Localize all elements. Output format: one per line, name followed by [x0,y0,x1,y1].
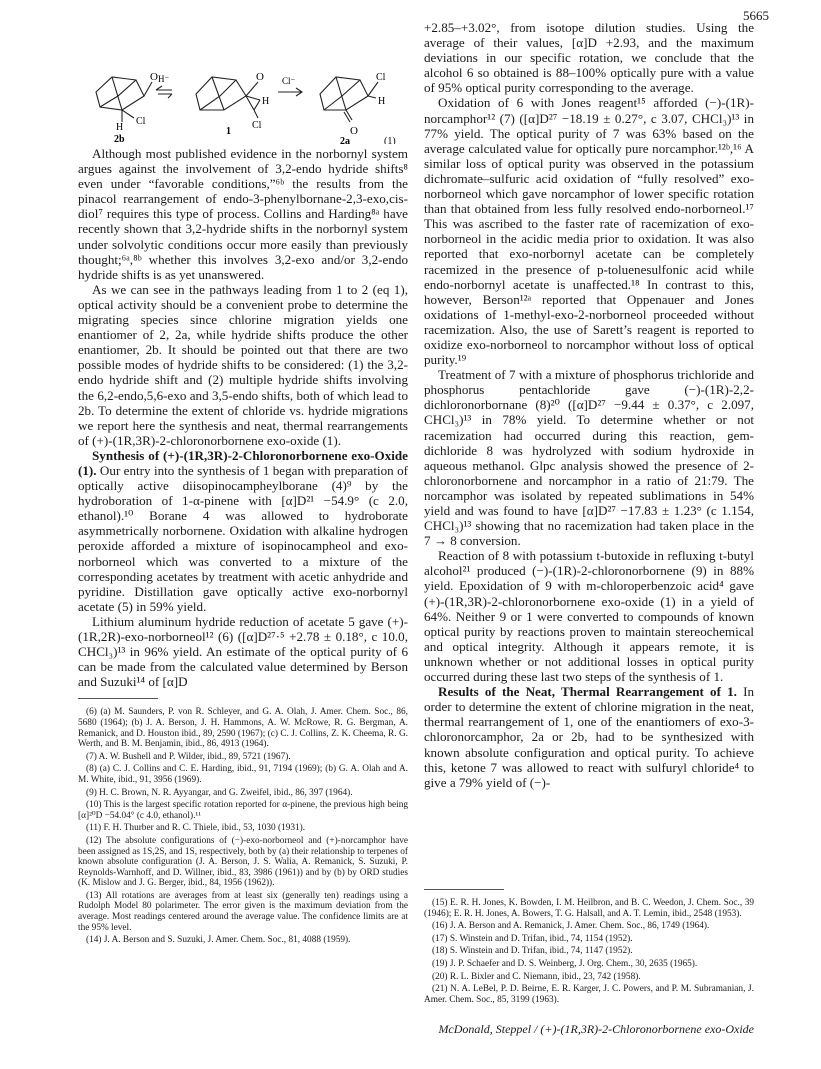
footnote: (21) N. A. LeBel, P. D. Beirne, E. R. Karger, J. C. Powers, and P. M. Subramanian, J. Amer. Chem. Soc., 85, 3199 (1963). [424,984,754,1005]
paragraph [424,684,754,790]
compound-1-label: 1 [226,126,231,137]
paragraph: As we can see in the pathways leading from 1 to 2 (eq 1), optical activity should be a convenient probe to determine the migrating species since chlorine migration yields one enantiomer of 2, 2a, while hydride shifts produce the other enantiomer, 2b. It should be pointed out that there are two possible modes of hydride shifts to be considered: (1) the 3,2-endo hydride shift and (2) multiple hydride shifts involving the 6,2-endo,5,6-exo and 3,5-endo shifts, both of which lead to 2b. To determine the extent of chloride vs. hydride migrations we report here the synthesis and neat, thermal rearrangements of (+)-(1R,3R)-2-chloronorbornene exo-oxide (1). [78,281,408,448]
right-column [424,20,754,790]
o-label-2b: O [150,71,158,83]
footnote: (20) R. L. Bixler and C. Niemann, ibid., 23, 742 (1958). [432,971,641,982]
compound-2b-label: 2b [114,134,125,144]
paragraph: Treatment of 7 with a mixture of phosphorus trichloride and phosphorus pentachloride gave (−)-(1R)-2,2-dichloronorbornane (8)²⁰ ([α]D²⁷ −9.44 ± 0.37°, c 2.097, CHCl₃)¹³ in 78% yield. To determine whether or not racemization had occurred during this reaction, gem-dichloride 8 was hydrolyzed with sodium hydroxide in aqueous methanol. Glpc analysis showed the presence of 2-chloronorbornene and norcamphor in a ratio of 21:79. The norcamphor was isolated by repeated sublimations in 54% yield and was found to have [α]D²⁷ −17.83 ± 1.23° (c 1.154, CHCl₃)¹³ showing that no racemization had taken place in the 7 → 8 conversion. [424,367,754,549]
hydride-label: H⁻ [158,74,170,84]
footnote: (11) F. H. Thurber and R. C. Thiele, ibid., 53, 1030 (1931). [86,823,306,834]
footnote-divider [424,889,504,890]
footnote: (7) A. W. Bushell and P. Wilder, ibid., 89, 5721 (1967). [86,751,291,762]
footnote: (6) (a) M. Saunders, P. von R. Schleyer, and G. A. Olah, J. Amer. Chem. Soc., 86, 5680 (1964); (b) J. A. Berson, J. H. Hammons, A. W. McRowe, R. G. Bergman, A. Remanick, and D. Houston ibid., 89, 2590 (1967); (c) C. J. Collins, Z. K. Cheema, R. G. Werth, and B. M. Benjamin, ibid., 86, 4913 (1964). [78,707,408,750]
footnote: (17) S. Winstein and D. Trifan, ibid., 74, 1154 (1952). [432,933,633,944]
paragraph: Lithium aluminum hydride reduction of acetate 5 gave (+)-(1R,2R)-exo-norborneol¹² (6) ([α]D²⁷·⁵ +2.78 ± 0.18°, c 10.0, CHCl₃)¹³ in 96% yield. An estimate of the optical purity of 6 can be made from the calculated value determined by Berson and Suzuki¹⁴ of [α]D [78,613,408,690]
footnote: (13) All rotations are averages from at least six (generally ten) readings using a Rudolph Model 80 polarimeter. The error given is the maximum deviation from the average. Most readings centered around the average value. The confidence limits are at the 95% level. [78,890,408,933]
h-label-2b: H [116,122,124,133]
chloride-label: Cl⁻ [282,76,296,86]
footnote-divider [78,698,158,699]
page-number: 5665 [743,8,769,23]
footnote: (9) H. C. Brown, N. R. Ayyangar, and G. Zweifel, ibid., 86, 397 (1964). [86,787,353,798]
footnote: (15) E. R. H. Jones, K. Bowden, I. M. Heilbron, and B. C. Weedon, J. Chem. Soc., 39 (1946); E. R. H. Jones, A. Bowers, T. G. Halsall, and A. T. Lemin, ibid., 2548 (1953). [424,898,754,919]
h-label-2a: H [378,96,386,107]
cl-label-1: Cl [252,120,262,131]
paragraph-text: In order to determine the extent of chlorine migration in the neat, thermal rearrangement of 1, one of the enantiomers of exo-3-chloronorcamphor, 2a or 2b, had to be synthesized with known absolute configuration and optical purity. To achieve this, ketone 7 was allowed to react with sulfuryl chloride⁴ to give a 79% yield of (−)- [424,684,754,790]
o-label-1: O [256,71,264,83]
paragraph-text: Our entry into the synthesis of 1 began with preparation of optically active diisopinocampheylborane (4)⁹ by the hydroboration of 1-α-pinene with [α]D²¹ −54.9° (c 2.0, ethanol).¹⁰ Borane 4 was allowed to hydroborate asymmetrically norbornene. Oxidation with alkaline hydrogen peroxide afforded a mixture of isopinocampheol and exo-norborneol which was converted to a mixture of the corresponding acetates by treatment with acetic anhydride and pyridine. Distillation gave optically active exo-norbornyl acetate (5) in 59% yield. [78,462,408,614]
norbornane-structures [78,52,408,144]
footnote: (18) S. Winstein and D. Trifan, ibid., 74, 1147 (1952). [432,946,633,957]
compound-2a-label: 2a [340,136,350,144]
footnote: (8) (a) C. J. Collins and C. E. Harding, ibid., 91, 7194 (1969); (b) G. A. Olah and A. M. White, ibid., 91, 3956 (1969). [78,764,408,785]
paragraph: Oxidation of 6 with Jones reagent¹⁵ afforded (−)-(1R)-norcamphor¹² (7) ([α]D²⁷ −18.19 ± 0.27°, c 3.07, CHCl₃)¹³ in 77% yield. The optical purity of 7 was 63% based on the average calculated value for optically pure norcamphor.¹²ᵇ,¹⁶ A similar loss of optical purity was observed in the potassium dichromate–sulfuric acid oxidation of “fully resolved” exo-norborneol which gave norcamphor of lower specific rotation than that obtained from less fully resolved endo-norborneol.¹⁷ This was ascribed to the faster rate of racemization of exo-norborneol in the acidic media prior to oxidation. It was also reported that exo-norbornyl acetate can be completely racemized in the presence of p-toluenesulfonic acid while endo-norbornyl acetate is unaffected.¹⁸ In contrast to this, however, Berson¹²ᵃ reported that Oppenauer and Jones oxidations of 1-methyl-exo-2-norborneol proceeded without racemization. Also, the use of Sarett’s reagent is reported to oxidize exo-norborneol to norcamphor without loss of optical purity.¹⁹ [424,95,754,368]
footnote: (12) The absolute configurations of (−)-exo-norborneol and (+)-norcamphor have been assigned as 1S,2S, and 1S, respectively, both by (a) their relationship to terpenes of known absolute configuration (J. A. Berson, J. S. Walia, A. Remanick, S. Suzuki, P. Reynolds-Warnhoff, and D. Willner, ibid., 83, 3986 (1961)) and by (b) by ORD studies (K. Mislow and J. G. Berger, ibid., 84, 1956 (1962)). [78,835,408,889]
section-heading: Synthesis of (+)-(1R,3R)-2-Chloronorbornene exo-Oxide (1). [78,447,408,478]
cl-label-2b: Cl [136,116,146,127]
paragraph: Reaction of 8 with potassium t-butoxide in refluxing t-butyl alcohol²¹ produced (−)-(1R)-2-chloronorbornene (9) in 88% yield. Epoxidation of 9 with m-chloroperbenzoic acid⁴ gave (+)-(1R,3R)-2-chloronorbornene exo-oxide (1) in a yield of 64%. Neither 9 or 1 were converted to compounds of known optical purity by reactions proven to maintain stereochemical and optical integrity. Although it appears remote, it is unknown whether or not additional losses in optical purity occurred during these last two steps of the synthesis of 1. [424,548,754,685]
paragraph: Although most published evidence in the norbornyl system argues against the involvement of 3,2-endo hydride shifts⁸ even under “favorable conditions,”⁶ᵇ the results from the pinacol rearrangement of endo-3-phenylbornane-2,3-exo,cis-diol⁷ requires this type of process. Collins and Harding⁸ᵃ have recently shown that 3,2-hydride shifts in the norbornyl system under solvolytic conditions occur more easily than previously thought;⁶ᵃ,⁸ᵇ whether this involves 3,2-exo and/or 3,2-endo hydride shifts is as yet unanswered. [78,146,408,282]
footnote: (19) J. P. Schaefer and D. S. Weinberg, J. Org. Chem., 30, 2635 (1965). [432,958,698,969]
footnote: (14) J. A. Berson and S. Suzuki, J. Amer. Chem. Soc., 81, 4088 (1959). [86,935,351,946]
footnote: (10) This is the largest specific rotation reported for α-pinene, the previous high being [α]²⁰D −54.04° (c 4.0, ethanol).¹¹ [78,800,408,821]
paragraph [78,448,408,614]
reaction-scheme [78,52,408,144]
left-column [78,146,408,948]
equation-number: (1) [384,136,396,144]
running-footer: McDonald, Steppel / (+)-(1R,3R)-2-Chloronorbornene exo-Oxide [438,1022,754,1036]
footnote: (16) J. A. Berson and A. Remanick, J. Amer. Chem. Soc., 86, 1749 (1964). [432,921,710,932]
paragraph: +2.85–+3.02°, from isotope dilution studies. Using the average of their values, [α]D +2.93, and the maximum deviations in our specific rotation, we conclude that the alcohol 6 so obtained is 88–100% optically pure with a value of 95% optical purity corresponding to the average. [424,20,754,96]
section-heading: Results of the Neat, Thermal Rearrangement of 1. [438,684,737,700]
o-label-2a: O [350,125,358,137]
footnotes [78,707,408,945]
h-label-1: H [262,96,270,107]
cl-label-2a: Cl [376,72,386,83]
right-footnotes [424,880,754,1007]
